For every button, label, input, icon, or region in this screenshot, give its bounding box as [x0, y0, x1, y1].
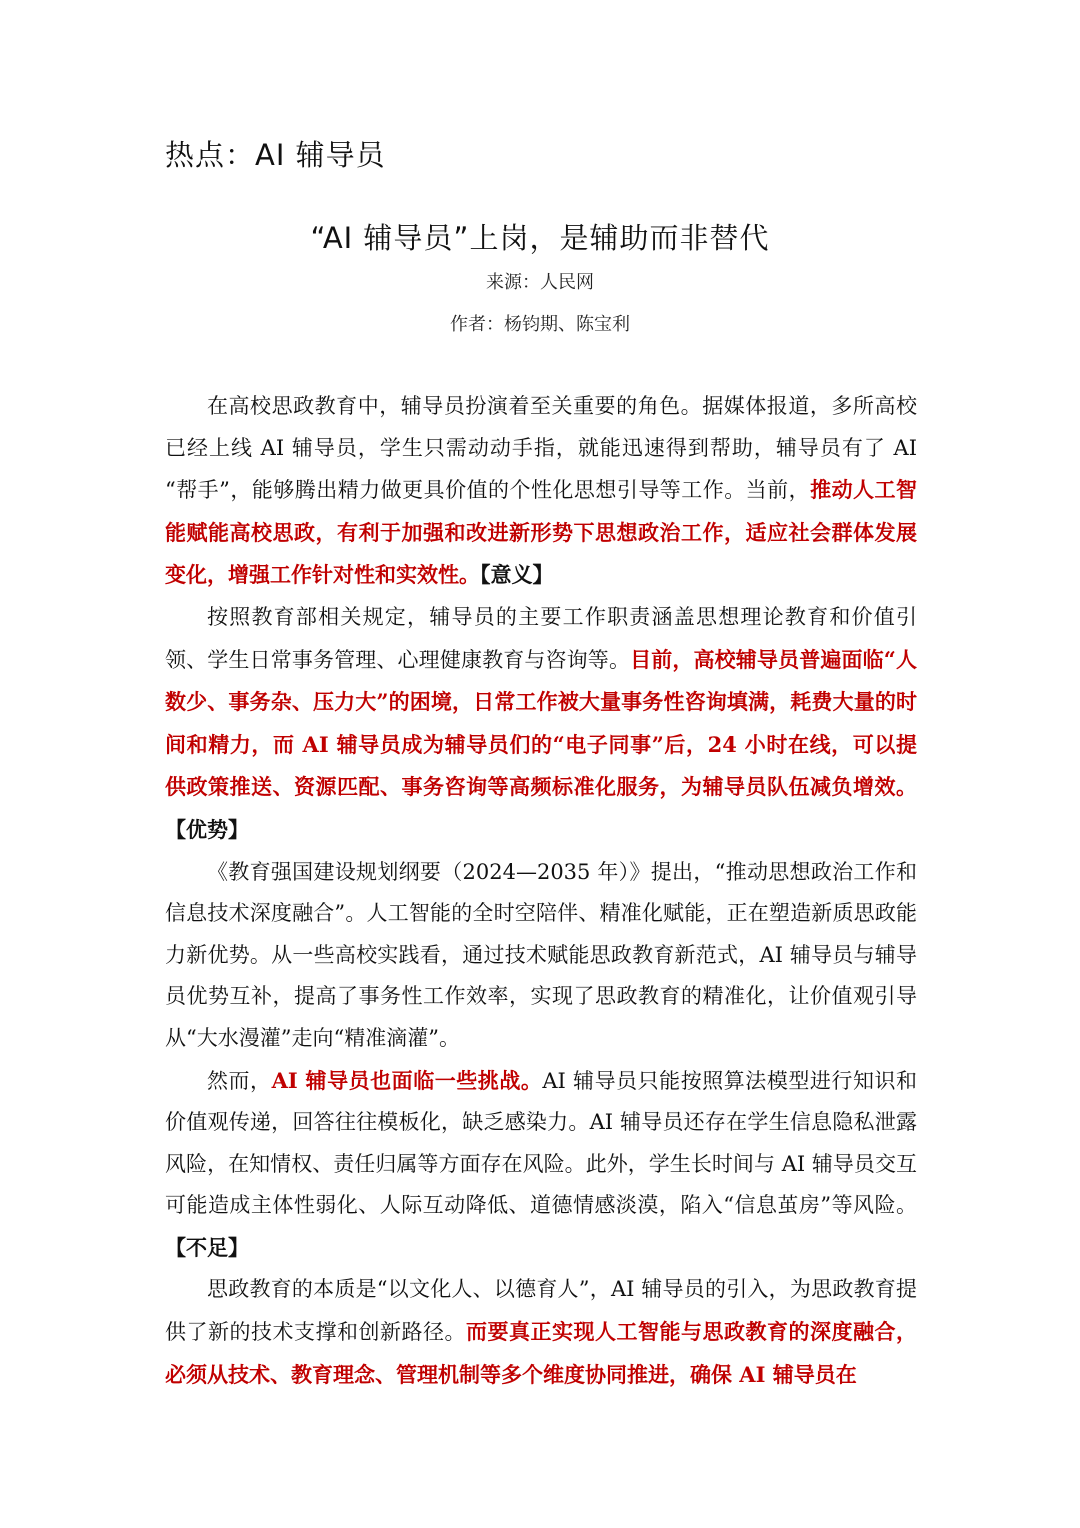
paragraph-2-highlight: 目前，高校辅导员普遍面临“人数少、事务杂、压力大”的困境，日常工作被大量事务性咨询填满，耗费大量的时间和精力，而 AI 辅导员成为辅导员们的“电子同事”后，24 小时在线，可以提供政策推送、资源匹配、事务咨询等高频标准化服务，为辅导员队伍减负增效。	[165, 646, 917, 800]
body-paragraph-3	[165, 852, 917, 1060]
body-paragraph-5	[165, 1269, 917, 1396]
tag-advantage: 【优势】	[165, 816, 249, 842]
paragraph-5-text-1: 思政教育的本质是“以文化人、以德育人”，AI 辅导员的引入，为思政教育提供了新的技术支撑和创新路径。	[165, 1277, 917, 1345]
article-title: “AI 辅导员”上岗，是辅助而非替代	[310, 221, 770, 255]
body-paragraph-4	[165, 1060, 917, 1270]
article-body	[165, 386, 917, 1396]
paragraph-4-highlight: AI 辅导员也面临一些挑战。	[271, 1067, 543, 1093]
body-paragraph-2	[165, 597, 917, 852]
paragraph-3-text-1: 《教育强国建设规划纲要（2024—2035 年）》提出，“推动思想政治工作和信息技术深度融合”。人工智能的全时空陪伴、精准化赋能，正在塑造新质思政能力新优势。从一些高校实践看，通过技术赋能思政教育新范式，AI 辅导员与辅导员优势互补，提高了事务性工作效率，实现了思政教育的精准化，让价值观引导从“大水漫灌”走向“精准滴灌”。	[165, 859, 917, 1050]
tag-shortcoming: 【不足】	[165, 1234, 249, 1260]
body-paragraph-1	[165, 386, 917, 597]
paragraph-4-text-2: AI 辅导员只能按照算法模型进行知识和价值观传递，回答往往模板化，缺乏感染力。AI 辅导员还存在学生信息隐私泄露风险，在知情权、责任归属等方面存在风险。此外，学生长时间与 AI 辅导员交互可能造成主体性弱化、人际互动降低、道德情感淡漠，陷入“信息茧房”等风险。	[165, 1068, 918, 1218]
paragraph-4-text-1: 然而，	[207, 1068, 272, 1093]
article-author: 作者：杨钧期、陈宝利	[450, 314, 630, 335]
article-source: 来源：人民网	[486, 272, 594, 293]
paragraph-1-highlight: 推动人工智能赋能高校思政，有利于加强和改进新形势下思想政治工作，适应社会群体发展变化，增强工作针对性和实效性。	[165, 477, 917, 588]
topic-heading: 热点：AI 辅导员	[165, 138, 386, 172]
paragraph-1-text-1: 在高校思政教育中，辅导员扮演着至关重要的角色。据媒体报道，多所高校已经上线 AI 辅导员，学生只需动动手指，就能迅速得到帮助，辅导员有了 AI “帮手”，能够腾出精力做更具价值的个性化思想引导等工作。当前，	[165, 394, 917, 503]
tag-significance: 【意义】	[480, 562, 554, 588]
paragraph-5-highlight: 而要真正实现人工智能与思政教育的深度融合，必须从技术、教育理念、管理机制等多个维度协同推进，确保 AI 辅导员在	[165, 1319, 917, 1387]
paragraph-2-text-1: 按照教育部相关规定，辅导员的主要工作职责涵盖思想理论教育和价值引领、学生日常事务管理、心理健康教育与咨询等。	[165, 604, 917, 672]
